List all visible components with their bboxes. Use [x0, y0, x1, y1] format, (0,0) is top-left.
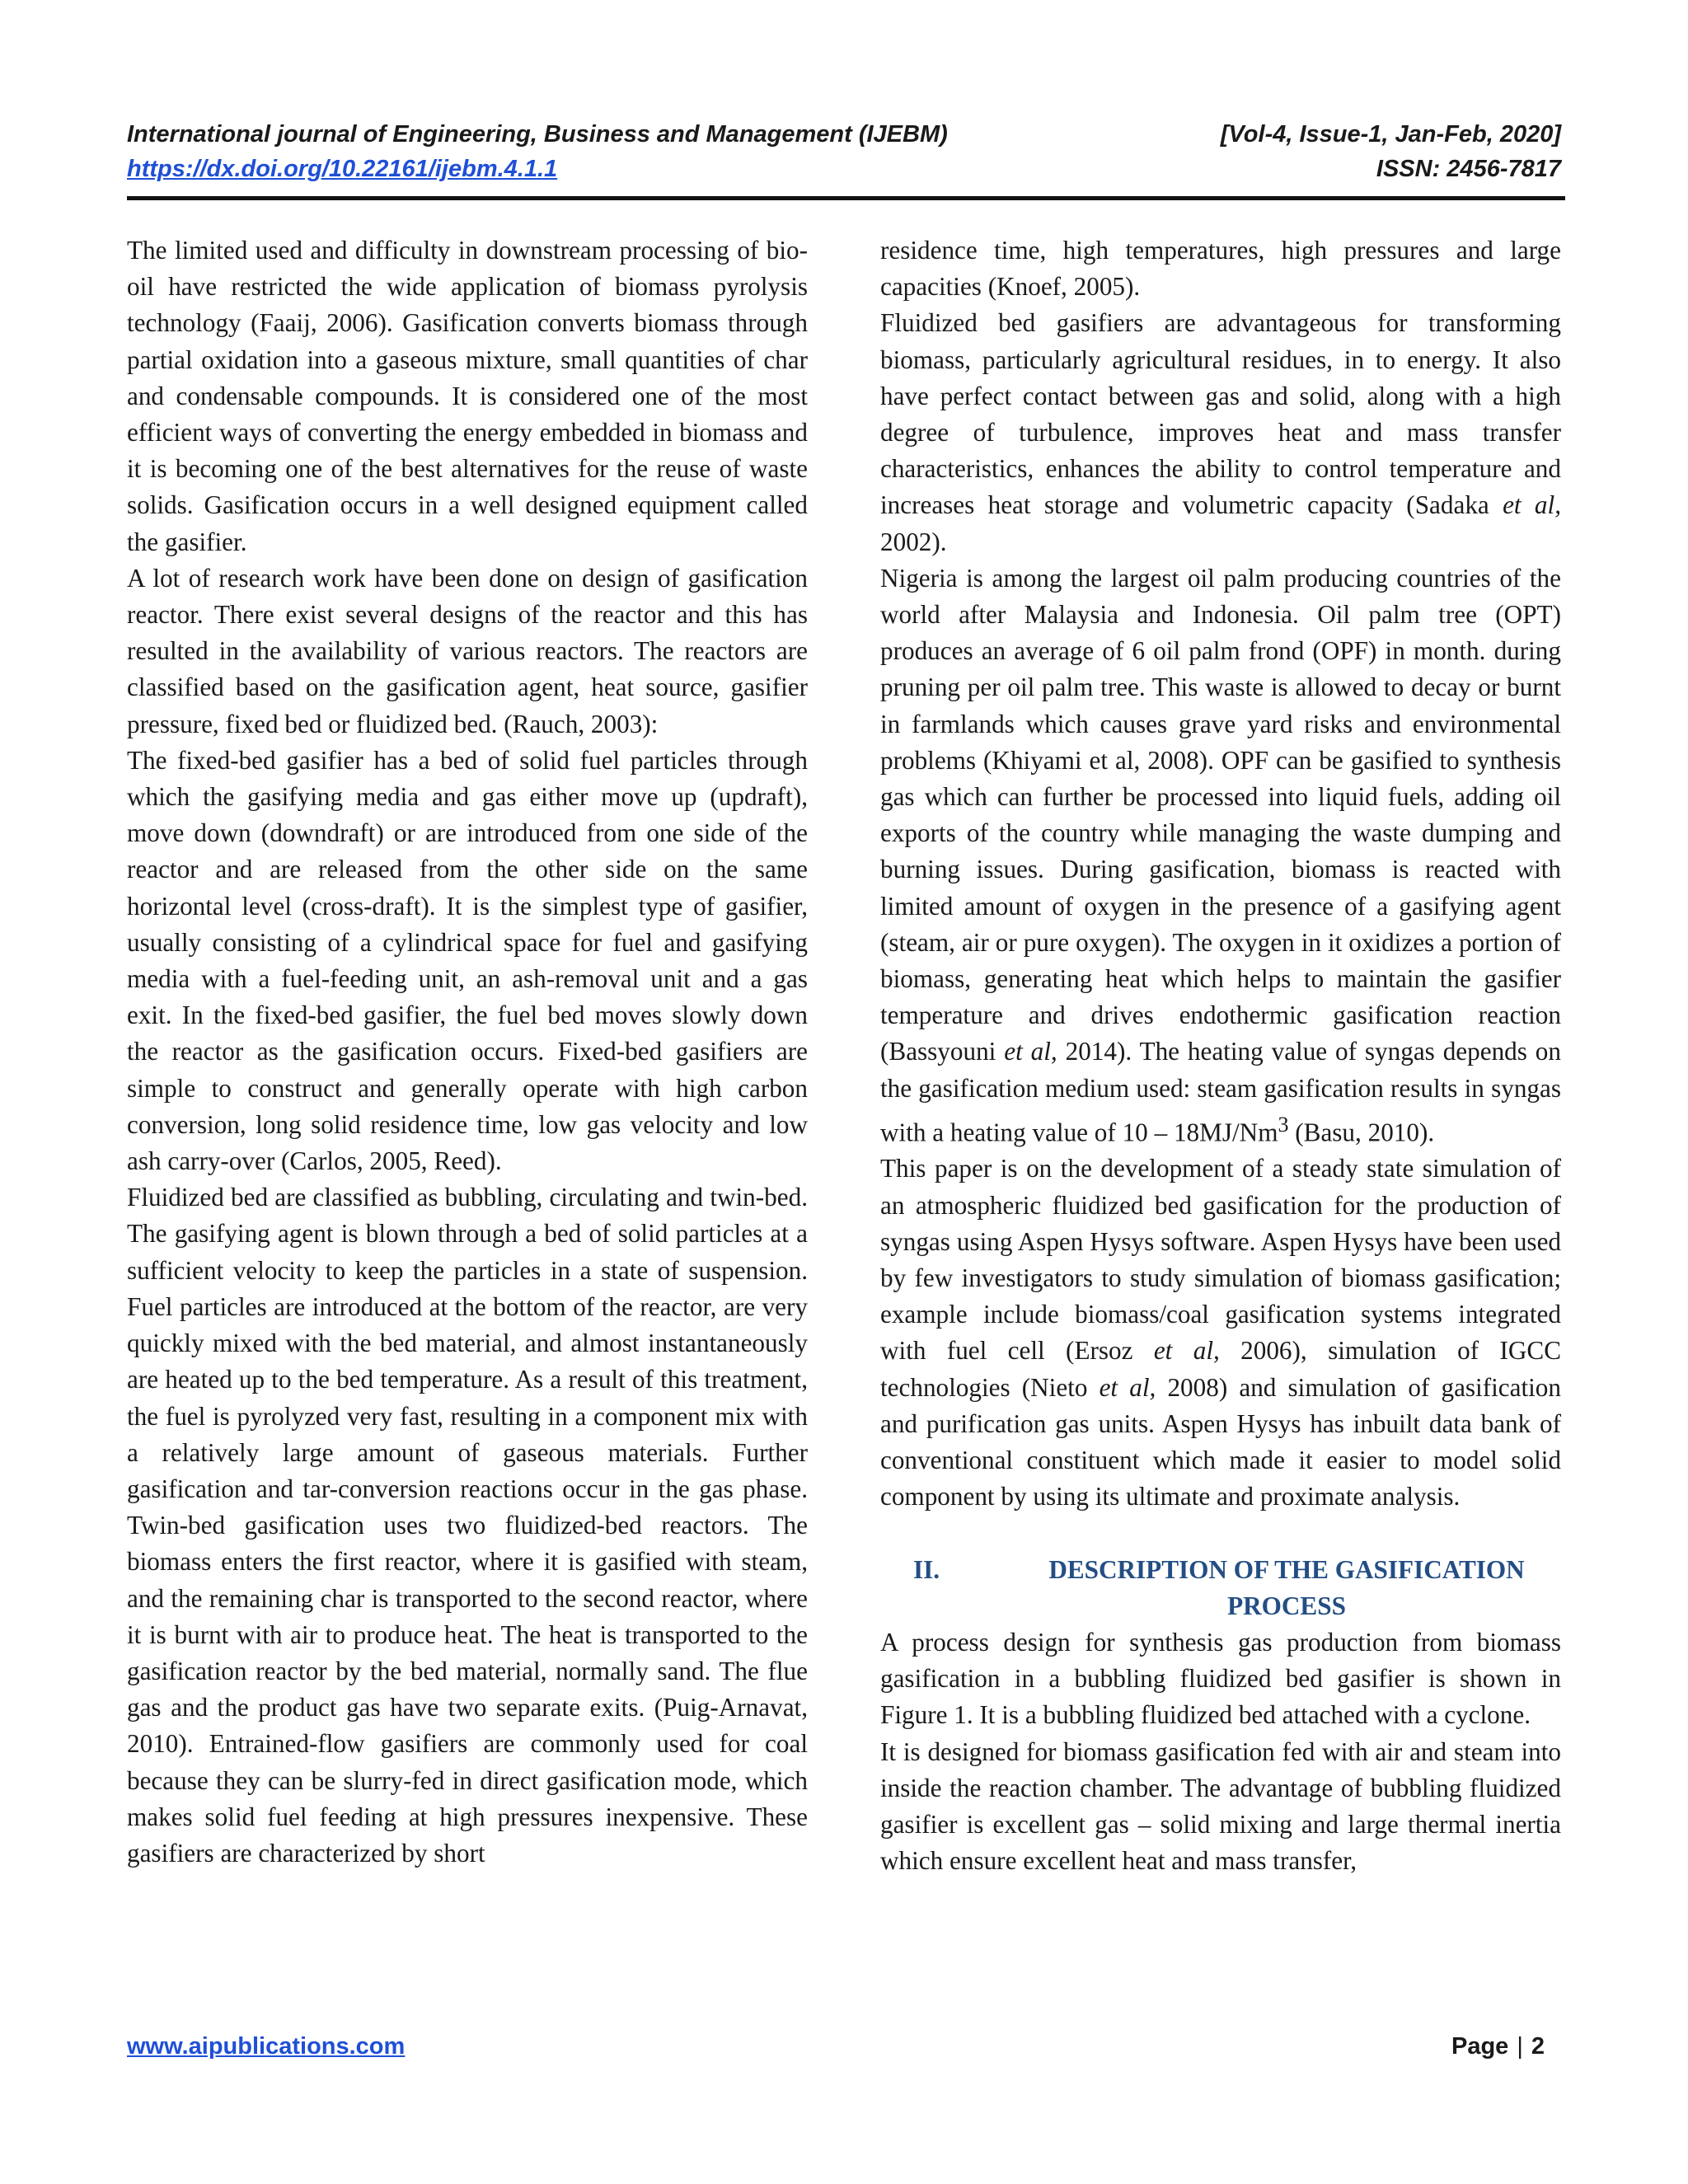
text-run: 2014). The heating value of syngas depends on the gasification medium used: steam gasification results in syngas with a heating value of 10 – 18MJ/Nm — [880, 1037, 1561, 1147]
volume-issue: [Vol-4, Issue-1, Jan-Feb, 2020] — [1220, 121, 1561, 148]
section-number: II. — [913, 1554, 940, 1584]
text-run: Fluidized bed gasifiers are advantageous for transforming biomass, particularly agricultural residues, in to energy. It also have perfect contact between gas and solid, along with a high degree of turbulence, improves heat and mass transfer characteristics, enhances the ability to control temperature and increases heat storage and volumetric capacity (Sadaka — [880, 308, 1561, 520]
text-run: Nigeria is among the largest oil palm producing countries of the world after Malaysia and Indonesia. Oil palm tree (OPT) produces an average of 6 oil palm frond (OPF) in month. during pruning per oil palm tree. This waste is allowed to decay or burnt in farmlands which causes grave yard risks and environmental problems (Khiyami et al, 2008). OPF can be gasified to synthesis gas which can further be processed into liquid fuels, adding oil exports of the country while managing the waste dumping and burning issues. During gasification, biomass is reacted with limited amount of oxygen in the presence of a gasifying agent (steam, air or pure oxygen). The oxygen in it oxidizes a portion of biomass, generating heat which helps to maintain the gasifier temperature and drives endothermic gasification reaction (Bassyouni — [880, 563, 1561, 1066]
italic-run: et al, — [1503, 490, 1561, 520]
paragraph: The limited used and difficulty in downstream processing of bio-oil have restricted the wide application of biomass pyrolysis technology (Faaij, 2006). Gasification converts biomass through partial oxidation into a gaseous mixture, small quantities of char and condensable compounds. It is considered one of the most efficient ways of converting the energy embedded in biomass and it is becoming one of the best alternatives for the reuse of waste solids. Gasification occurs in a well designed equipment called the gasifier. — [127, 236, 808, 556]
italic-run: et al, — [1153, 1336, 1220, 1366]
issn: ISSN: 2456-7817 — [1376, 156, 1561, 182]
paragraph: A process design for synthesis gas production from biomass gasification in a bubbling fluidized bed gasifier is shown in Figure 1. It is a bubbling fluidized bed attached with a cyclone. — [880, 1627, 1561, 1730]
doi-link[interactable]: https://dx.doi.org/10.22161/ijebm.4.1.1 — [127, 156, 558, 182]
text-run: 2002). — [880, 527, 947, 556]
paragraph — [880, 1151, 1561, 1515]
paragraph: Fluidized bed are classified as bubbling, circulating and twin-bed. The gasifying agent is blown through a bed of solid particles at a sufficient velocity to keep the particles in a state of suspension. Fuel particles are introduced at the bottom of the reactor, are very quickly mixed with the bed material, and almost instantaneously are heated up to the bed temperature. As a result of this treatment, the fuel is pyrolyzed very fast, resulting in a component mix with a relatively large amount of gaseous materials. Further gasification and tar-conversion reactions occur in the gas phase. Twin-bed gasification uses two fluidized-bed reactors. The biomass enters the first reactor, where it is gasified with steam, and the remaining char is transported to the second reactor, where it is burnt with air to produce heat. The heat is transported to the gasification reactor by the bed material, normally sand. The flue gas and the product gas have two separate exits. (Puig-Arnavat, 2010). Entrained-flow gasifiers are commonly used for coal because they can be slurry-fed in direct gasification mode, which makes solid fuel feeding at high pressures inexpensive. These gasifiers are characterized by short — [127, 1183, 808, 1868]
italic-run: et al, — [1004, 1037, 1057, 1066]
paragraph: The fixed-bed gasifier has a bed of solid fuel particles through which the gasifying media and gas either move up (updraft), move down (downdraft) or are introduced from one side of the reactor and are released from the other side on the same horizontal level (cross-draft). It is the simplest type of gasifier, usually consisting of a cylindrical space for fuel and gasifying media with a fuel-feeding unit, an ash-removal unit and a gas exit. In the fixed-bed gasifier, the fuel bed moves slowly down the reactor as the gasification occurs. Fixed-bed gasifiers are simple to construct and generally operate with high carbon conversion, long solid residence time, low gas velocity and low ash carry-over (Carlos, 2005, Reed). — [127, 745, 808, 1176]
text-run: 2008) and simulation of gasification and purification gas units. Aspen Hysys has inbuilt data bank of conventional constituent which made it easier to model solid component by using its ultimate and proximate analysis. — [880, 1372, 1561, 1511]
section-title: DESCRIPTION OF THE GASIFICATION PROCESS — [1048, 1554, 1525, 1620]
text-run: This paper is on the development of a steady state simulation of an atmospheric fluidized bed gasification for the production of syngas using Aspen Hysys software. Aspen Hysys have been used by few investigators to study simulation of biomass gasification; example include biomass/coal gasification systems integrated with fuel cell (Ersoz — [880, 1154, 1561, 1366]
superscript: 3 — [1278, 1112, 1289, 1137]
page-number: 2 — [1531, 2033, 1545, 2060]
section-heading — [880, 1552, 1561, 1624]
header-divider — [127, 196, 1565, 200]
journal-title: International journal of Engineering, Business and Management (IJEBM) — [127, 121, 948, 148]
italic-run: et al, — [1099, 1372, 1156, 1402]
text-run: 2006), simulation of IGCC technologies (Nieto — [880, 1336, 1561, 1402]
text-run: (Basu, 2010). — [1288, 1118, 1435, 1147]
paragraph — [880, 560, 1561, 1151]
page-footer — [127, 2033, 1545, 2060]
paragraph — [880, 305, 1561, 560]
running-header — [127, 117, 1561, 186]
paragraph: residence time, high temperatures, high pressures and large capacities (Knoef, 2005). — [880, 236, 1561, 302]
page-indicator — [1451, 2033, 1545, 2060]
header-row-2 — [127, 152, 1561, 186]
paragraph: It is designed for biomass gasification fed with air and steam into inside the reaction chamber. The advantage of bubbling fluidized gasifier is excellent gas – solid mixing and large thermal inertia which ensure excellent heat and mass transfer, — [880, 1736, 1561, 1876]
page-separator: | — [1517, 2033, 1523, 2060]
website-link[interactable]: www.aipublications.com — [127, 2033, 406, 2060]
page-label: Page — [1451, 2033, 1509, 2060]
right-column — [880, 232, 1561, 1879]
left-column — [127, 232, 808, 1872]
paragraph: A lot of research work have been done on design of gasification reactor. There exist several designs of the reactor and this has resulted in the availability of various reactors. The reactors are classified based on the gasification agent, heat source, gasifier pressure, fixed bed or fluidized bed. (Rauch, 2003): — [127, 563, 808, 738]
header-row-1 — [127, 117, 1561, 152]
